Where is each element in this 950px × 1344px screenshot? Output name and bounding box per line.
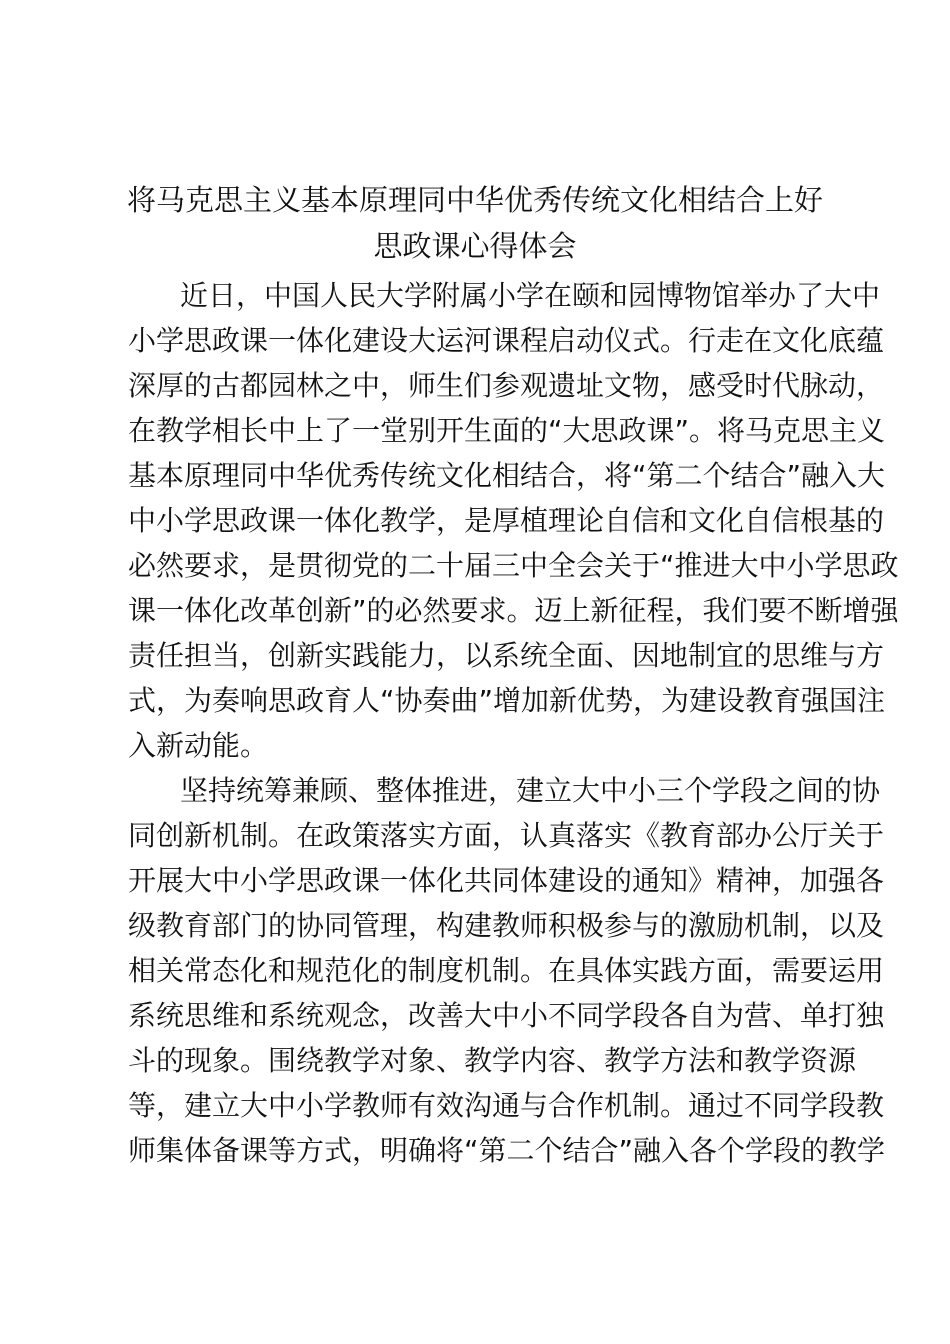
paragraph-line: 深厚的古都园林之中，师生们参观遗址文物，感受时代脉动，: [128, 369, 885, 402]
paragraph-line: 开展大中小学思政课一体化共同体建设的通知》精神，加强各: [128, 864, 885, 897]
paragraph-line: 入新动能。: [128, 729, 269, 762]
paragraph-line: 师集体备课等方式，明确将“第二个结合”融入各个学段的教学: [128, 1134, 886, 1167]
paragraph-line: 小学思政课一体化建设大运河课程启动仪式。行走在文化底蕴: [128, 324, 885, 357]
paragraph-line: 坚持统筹兼顾、整体推进，建立大中小三个学段之间的协: [180, 774, 881, 807]
paragraph-line: 中小学思政课一体化教学，是厚植理论自信和文化自信根基的: [128, 504, 885, 537]
paragraph-line: 近日，中国人民大学附属小学在颐和园博物馆举办了大中: [180, 279, 881, 312]
paragraph-line: 级教育部门的协同管理，构建教师积极参与的激励机制，以及: [128, 909, 885, 942]
paragraph-line: 等，建立大中小学教师有效沟通与合作机制。通过不同学段教: [128, 1089, 885, 1122]
paragraph-line: 相关常态化和规范化的制度机制。在具体实践方面，需要运用: [128, 954, 885, 987]
document-title-line-2: 思政课心得体会: [373, 229, 577, 263]
paragraph-line: 基本原理同中华优秀传统文化相结合，将“第二个结合”融入大: [128, 459, 886, 492]
paragraph-line: 课一体化改革创新”的必然要求。迈上新征程，我们要不断增强: [128, 594, 899, 627]
paragraph-line: 式，为奏响思政育人“协奏曲”增加新优势，为建设教育强国注: [128, 684, 886, 717]
paragraph-line: 责任担当，创新实践能力，以系统全面、因地制宜的思维与方: [128, 639, 885, 672]
paragraph-line: 同创新机制。在政策落实方面，认真落实《教育部办公厅关于: [128, 819, 885, 852]
document-title-line-1: 将马克思主义基本原理同中华优秀传统文化相结合上好: [126, 183, 823, 217]
paragraph-line: 在教学相长中上了一堂别开生面的“大思政课”。将马克思主义: [128, 414, 886, 447]
paragraph-line: 系统思维和系统观念，改善大中小不同学段各自为营、单打独: [128, 999, 885, 1032]
paragraph-line: 斗的现象。围绕教学对象、教学内容、教学方法和教学资源: [128, 1044, 857, 1077]
paragraph-line: 必然要求，是贯彻党的二十届三中全会关于“推进大中小学思政: [128, 549, 899, 582]
